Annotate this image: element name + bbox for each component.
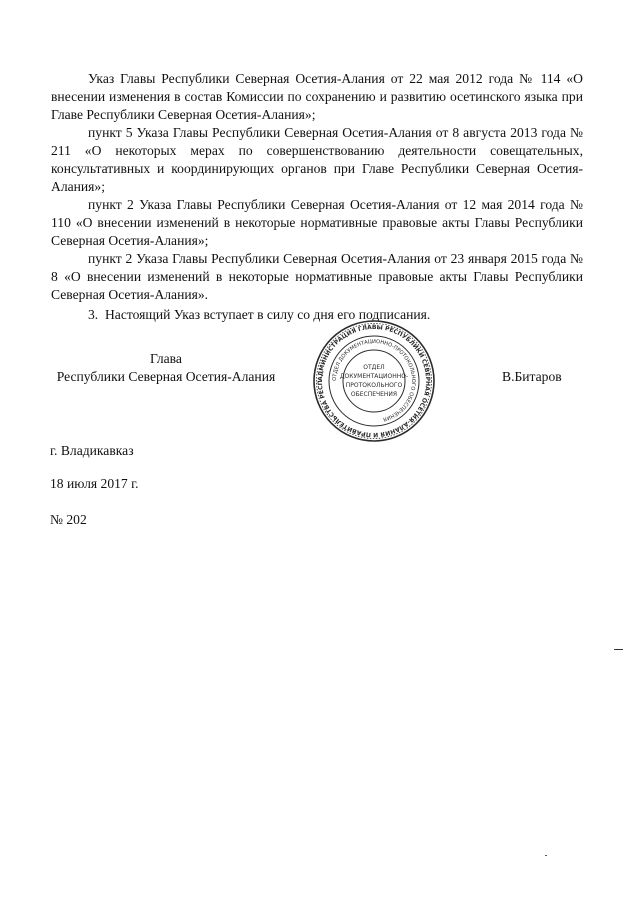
signatory-title-line: Глава [150,351,182,366]
issue-place: г. Владикавказ [50,443,134,458]
decree-paragraph: пункт 2 Указа Главы Республики Северная Осетия-Алания от 23 января 2015 года № 8 «О внесении изменений в некоторые нормативные правовые акты Главы Республики Северная Осетия-Алания». [51,251,583,302]
svg-text:ОТДЕЛ ДОКУМЕНТАЦИОННО-ПРОТОКОЛ [332,339,416,422]
scan-mark [545,855,547,856]
seal-outer-text: АДМИНИСТРАЦИЯ ГЛАВЫ РЕСПУБЛИКИ СЕВЕРНАЯ ОСЕТИЯ-АЛАНИЯ И ПРАВИТЕЛЬСТВА РЕСП [316,323,432,439]
signatory-title-line: Республики Северная Осетия-Алания [56,369,276,384]
seal-center-line: ОБЕСПЕЧЕНИЯ [350,391,398,398]
decree-paragraph: Указ Главы Республики Северная Осетия-Алания от 22 мая 2012 года № 114 «О внесении изменения в состав Комиссии по сохранению и развитию осетинского языка при Главе Республики Северная Осетия-Алания»; [51,71,583,122]
seal-center-line: ДОКУМЕНТАЦИОННО- [339,373,409,380]
decree-paragraph: пункт 2 Указа Главы Республики Северная Осетия-Алания от 12 мая 2014 года № 110 «О внесении изменений в некоторые нормативные правовые акты Главы Республики Северная Осетия-Алания»; [51,197,583,248]
issue-date: 18 июля 2017 г. [50,476,139,491]
official-seal [311,318,437,444]
seal-inner-text: ОТДЕЛ ДОКУМЕНТАЦИОННО-ПРОТОКОЛЬНОГО ОБЕСПЕЧЕНИЯ [331,338,417,422]
signatory-name: В.Битаров [502,369,562,384]
seal-center-line: ПРОТОКОЛЬНОГО [345,382,403,389]
decree-body [51,70,583,324]
decree-paragraph: пункт 5 Указа Главы Республики Северная Осетия-Алания от 8 августа 2013 года № 211 «О некоторых мерах по совершенствованию деятельности совещательных, консультативных и координирующих органов при Главе Республики Северная Осетия-Алания»; [51,125,583,194]
signatory-title [51,350,281,386]
closing-clause: 3. Настоящий Указ вступает в силу со дня его подписания. [88,307,431,322]
seal-center-line: ОТДЕЛ [363,364,385,371]
scan-mark [614,649,623,650]
decree-number: № 202 [50,512,87,527]
seal-graphic [311,318,437,444]
